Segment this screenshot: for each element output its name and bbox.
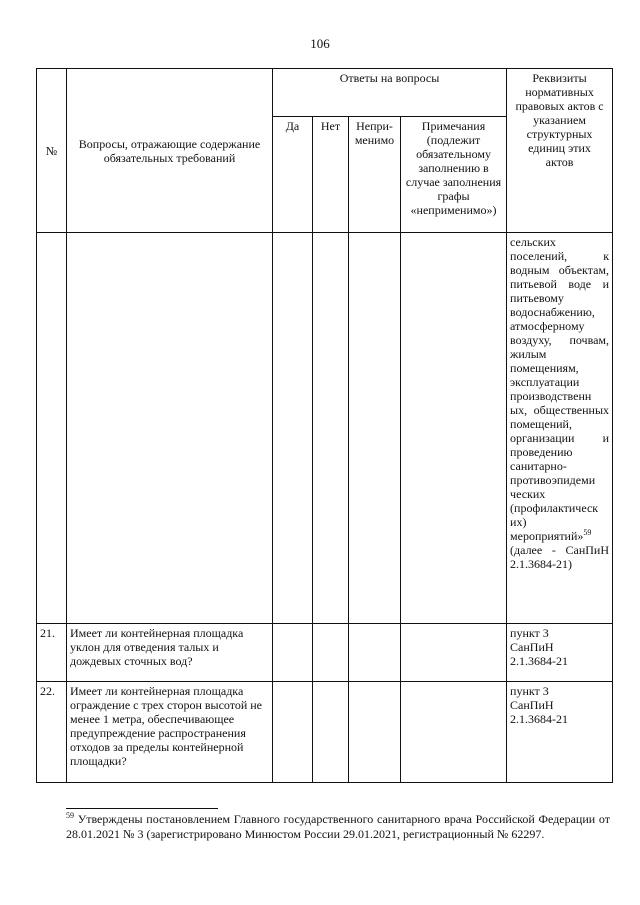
row-requisites: пункт 3 СанПиН 2.1.3684-21	[507, 624, 613, 682]
cell-num	[37, 233, 67, 624]
header-na: Непри- менимо	[349, 117, 401, 233]
page-number: 106	[310, 36, 330, 51]
checklist-table	[36, 68, 613, 783]
header-yes: Да	[273, 117, 313, 233]
cell-yes	[273, 682, 313, 783]
cell-na	[349, 624, 401, 682]
cell-note	[401, 682, 507, 783]
footnote-number: 59	[66, 811, 74, 820]
header-answers: Ответы на вопросы	[273, 69, 507, 117]
footnote-divider	[66, 808, 218, 809]
continuation-requisites-text: сельских поселений, к водным объектам, питьевой воде и питьевому водоснабжению, атмосферному воздуху, почвам, жилым помещениям, эксплуатации производственн ых, общественных помещений, организации и проведению санитарно-противоэпидеми ческих (профилактическ их) мероприятий»$^{59}$ (далее - СанПиН 2.1.3684-21)	[510, 235, 610, 571]
cell-note	[401, 624, 507, 682]
table-row	[37, 624, 613, 682]
footnote-ref: 59	[583, 528, 592, 537]
footnote-text: Утверждены постановлением Главного государственного санитарного врача Российской Федерации от 28.01.2021 № 3 (зарегистрировано Минюстом России 29.01.2021, регистрационный № 62297.	[66, 812, 610, 841]
header-note: Примечания (подлежит обязательному заполнению в случае заполнения графы «неприменимо»)	[401, 117, 507, 233]
table-row-continuation	[37, 233, 613, 624]
table-row	[37, 682, 613, 783]
footnote	[66, 812, 610, 842]
row-question: Имеет ли контейнерная площадка уклон для отведения талых и дождевых сточных вод?	[67, 624, 273, 682]
header-question: Вопросы, отражающие содержание обязательных требований	[67, 69, 273, 233]
row-num: 21.	[37, 624, 67, 682]
cell-note	[401, 233, 507, 624]
header-no: Нет	[313, 117, 349, 233]
cell-no	[313, 682, 349, 783]
cell-no	[313, 624, 349, 682]
cell-requisites	[507, 233, 613, 624]
cell-yes	[273, 233, 313, 624]
header-requisites: Реквизиты нормативных правовых актов с указанием структурных единиц этих актов	[507, 69, 613, 233]
row-question: Имеет ли контейнерная площадка ограждение с трех сторон высотой не менее 1 метра, обеспечивающее предупреждение распространения отходов за пределы контейнерной площадки?	[67, 682, 273, 783]
cell-na	[349, 682, 401, 783]
continuation-suffix: (далее - СанПиН 2.1.3684-21)	[510, 543, 610, 571]
header-num: №	[37, 69, 67, 233]
cell-no	[313, 233, 349, 624]
row-requisites: пункт 3 СанПиН 2.1.3684-21	[507, 682, 613, 783]
row-num: 22.	[37, 682, 67, 783]
cell-na	[349, 233, 401, 624]
cell-question	[67, 233, 273, 624]
cell-yes	[273, 624, 313, 682]
